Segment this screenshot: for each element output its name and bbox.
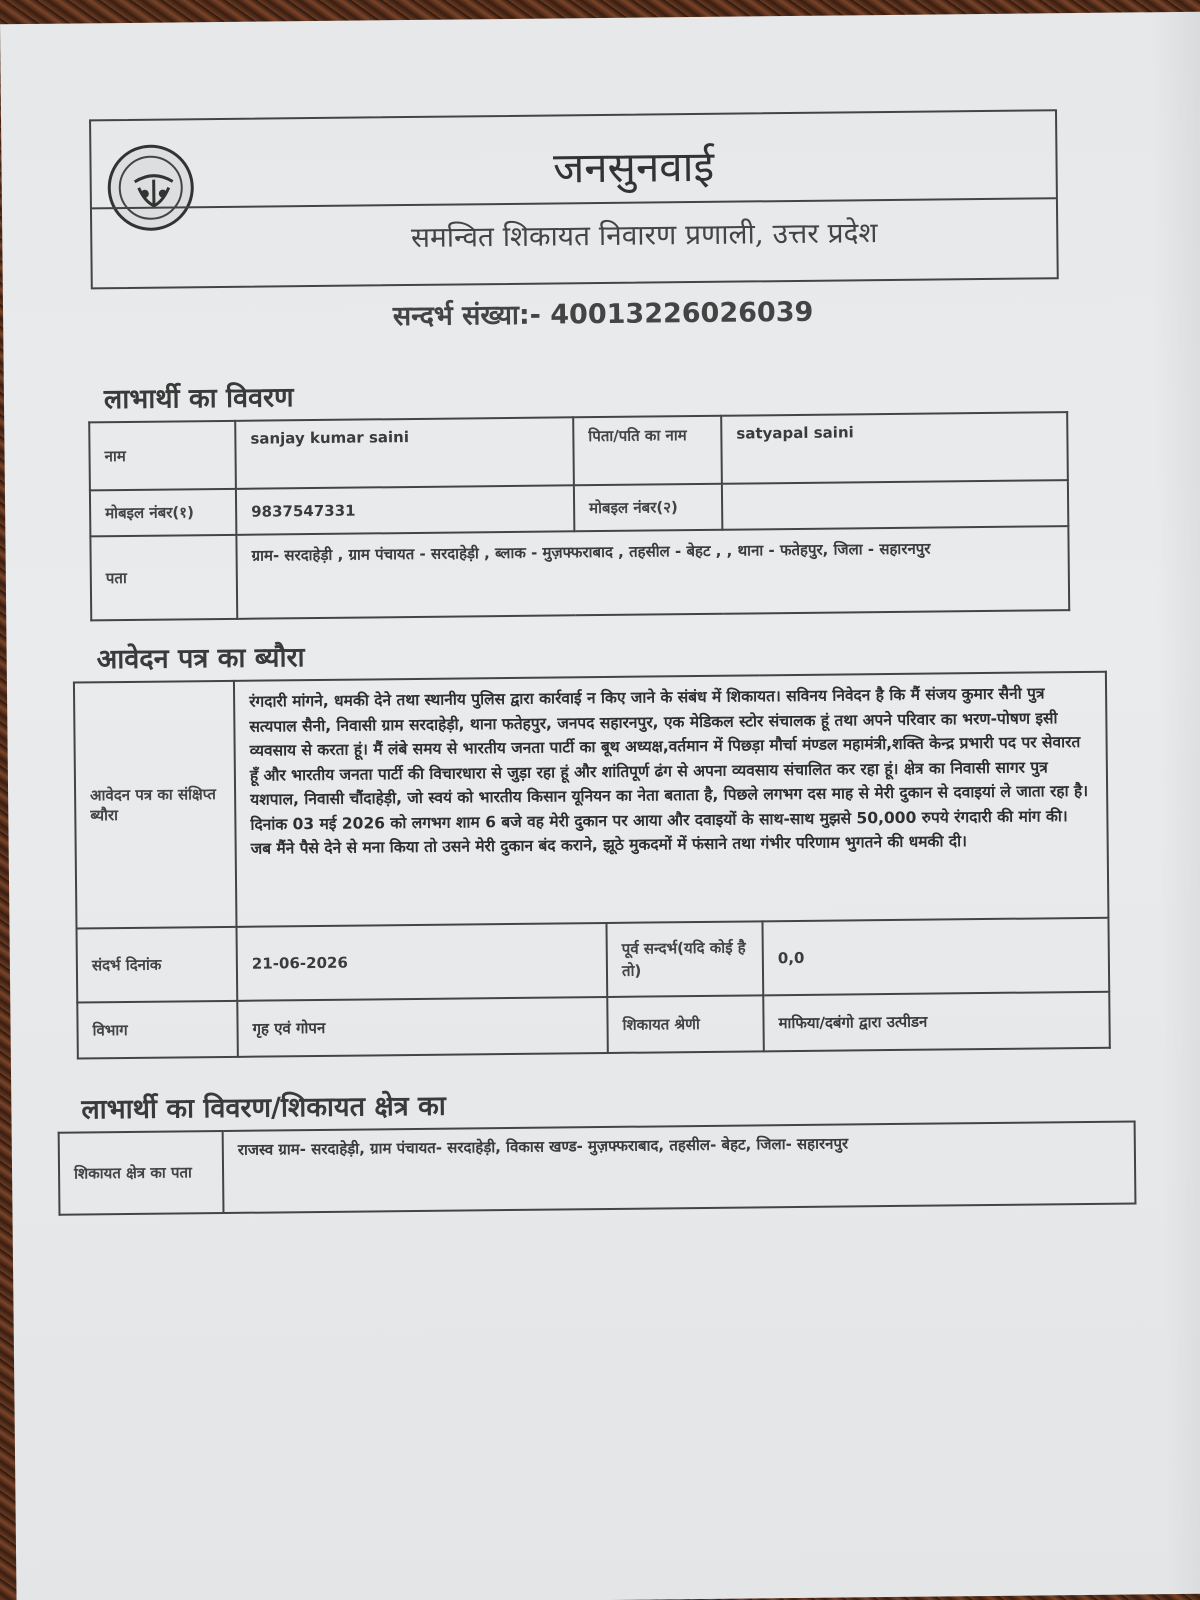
address-label: पता: [90, 535, 237, 621]
application-table: [73, 671, 1111, 1060]
previous-reference-label: पूर्व सन्दर्भ(यदि कोई है तो): [606, 921, 763, 997]
reference-date-label: संदर्भ दिनांक: [77, 927, 238, 1003]
name-value: sanjay kumar saini: [235, 417, 574, 489]
mobile2-label: मोबइल नंबर(२): [574, 484, 722, 532]
complaint-area-label: शिकायत क्षेत्र का पता: [59, 1131, 224, 1215]
address-value: ग्राम- सरदाहेड़ी , ग्राम पंचायत - सरदाहेड़ी , ब्लाक - मुज़फ्फराबाद , तहसील - बेहट , , थाना - फतेहपुर, जिला - सहारनपुर: [236, 526, 1069, 619]
department-value: गृह एवं गोपन: [237, 997, 608, 1057]
summary-label: आवेदन पत्र का संक्षिप्त ब्यौरा: [74, 681, 237, 929]
beneficiary-section-title: लाभार्थी का विवरण: [103, 382, 294, 416]
name-label: नाम: [89, 421, 236, 491]
complaint-area-section-title: लाभार्थी का विवरण/शिकायत क्षेत्र का: [81, 1090, 446, 1126]
complaint-category-label: शिकायत श्रेणी: [607, 995, 764, 1053]
mobile2-value: [722, 480, 1068, 530]
reference-number-line: [3, 288, 1200, 338]
complaint-area-table: [58, 1120, 1137, 1215]
reference-label: सन्दर्भ संख्या:-: [392, 299, 542, 333]
reference-date-value: 21-06-2026: [236, 923, 607, 1001]
portal-subtitle: समन्वित शिकायत निवारण प्रणाली, उत्तर प्रदेश: [410, 216, 878, 254]
reference-number: 40013226026039: [550, 296, 814, 331]
father-label: पिता/पति का नाम: [573, 416, 722, 486]
portal-title: जनसुनवाई: [552, 141, 715, 193]
complaint-area-value: राजस्व ग्राम- सरदाहेड़ी, ग्राम पंचायत- सरदाहेड़ी, विकास खण्ड- मुज़फ्फराबाद, तहसील- बेहट, जिला- सहारनपुर: [223, 1121, 1136, 1213]
previous-reference-value: 0,0: [762, 918, 1109, 996]
summary-value: रंगदारी मांगने, धमकी देने तथा स्थानीय पुलिस द्वारा कार्रवाई न किए जाने के संबंध में शिकायत। सविनय निवेदन है कि मैं संजय कुमार सैनी पुत्र सत्यपाल सैनी, निवासी ग्राम सरदाहेड़ी, थाना फतेहपुर, जनपद सहारनपुर, एक मेडिकल स्टोर संचालक हूं तथा अपने परिवार का भरण-पोषण इसी व्यवसाय से करता हूं। मैं लंबे समय से भारतीय जनता पार्टी का बूथ अध्यक्ष,वर्तमान में पिछड़ा मौर्चा मंण्डल महामंत्री,शक्ति केन्द्र प्रभारी पद पर सेवारत हूँ और भारतीय जनता पार्टी की विचारधारा से जुड़ा रहा हूं और शांतिपूर्ण ढंग से अपना व्यवसाय संचालित कर रहा हूं। क्षेत्र का निवासी सागर पुत्र यशपाल, निवासी चौंदाहेड़ी, जो स्वयं को भारतीय किसान यूनियन का नेता बताता है, पिछले लगभग दस माह से मेरी दुकान से दवाइयां ले जाता रहा है। दिनांक 03 मई 2026 को लगभग शाम 6 बजे वह मेरी दुकान पर आया और दवाइयों के साथ-साथ मुझसे 50,000 रुपये रंगदारी की मांग की। जब मैंने पैसे देने से मना किया तो उसने मेरी दुकान बंद कराने, झूठे मुकदमों में फंसाने तथा गंभीर परिणाम भुगतने की धमकी दी।: [234, 672, 1109, 927]
department-label: विभाग: [77, 1001, 238, 1059]
father-value: satyapal saini: [721, 412, 1068, 484]
mobile1-label: मोबइल नंबर(१): [90, 489, 236, 537]
printed-document: [0, 12, 1200, 1600]
application-section-title: आवेदन पत्र का ब्यौरा: [96, 642, 305, 676]
mobile1-value: 9837547331: [236, 485, 574, 535]
document-header: [89, 109, 1059, 289]
beneficiary-table: [88, 411, 1070, 621]
complaint-category-value: माफिया/दबंगो द्वारा उत्पीडन: [763, 992, 1110, 1052]
